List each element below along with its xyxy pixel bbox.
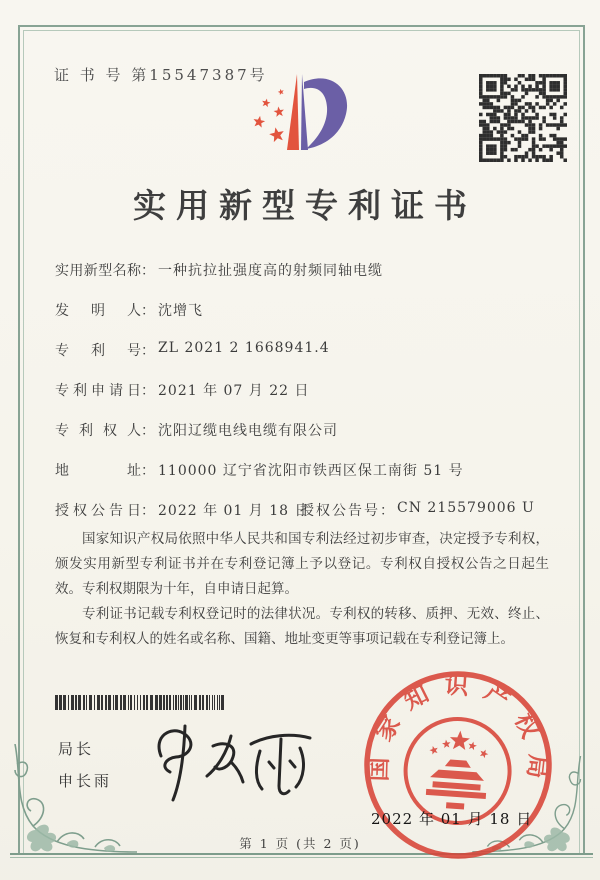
field-value: 沈增飞	[158, 303, 203, 319]
logo-stars	[252, 88, 285, 143]
field-value: 110000 辽宁省沈阳市铁西区保工南街 51 号	[158, 463, 464, 479]
field-row-patent-no	[55, 340, 549, 380]
field-label: 地址	[55, 463, 141, 479]
field-value: 2021 年 07 月 22 日	[158, 383, 310, 399]
qr-code-icon	[479, 74, 567, 162]
director-title: 局长	[58, 740, 95, 758]
certificate-number: 证 书 号 第15547387号	[54, 66, 268, 84]
field-value: CN 215579006 U	[397, 500, 535, 516]
field-row-patentee	[55, 420, 549, 460]
field-colon: ：	[141, 503, 155, 519]
barcode-icon	[55, 695, 227, 710]
field-colon: ：	[141, 303, 155, 319]
field-label: 专利权人	[55, 423, 141, 439]
page-number: 第 1 页 (共 2 页)	[239, 836, 361, 851]
field-value: 一种抗拉扯强度高的射频同轴电缆	[158, 263, 383, 279]
legal-text	[55, 527, 549, 652]
handwritten-signature	[145, 720, 325, 808]
legal-paragraph-1: 国家知识产权局依照中华人民共和国专利法经过初步审查，决定授予专利权，颁发实用新型专利证书并在专利登记簿上予以登记。专利权自授权公告之日起生效。专利权期限为十年，自申请日起算。	[55, 531, 549, 597]
field-colon: ：	[141, 423, 155, 439]
logo-red-wedge	[287, 74, 299, 150]
field-colon: ：	[141, 263, 155, 279]
legal-paragraph-2: 专利证书记载专利权登记时的法律状况。专利权的转移、质押、无效、终止、恢复和专利权人的姓名或名称、国籍、地址变更等事项记载在专利登记簿上。	[55, 606, 549, 647]
logo-purple-p	[301, 74, 347, 150]
field-label: 实用新型名称	[55, 263, 141, 279]
field-value: 沈阳辽缆电线电缆有限公司	[158, 423, 338, 439]
field-row-inventor	[55, 300, 549, 340]
field-label: 发明人	[55, 303, 141, 319]
field-label: 专利号	[55, 343, 141, 359]
field-label: 专利申请日	[55, 383, 141, 399]
field-colon: ：	[141, 343, 155, 359]
field-colon: ：	[380, 503, 394, 519]
director-name: 申长雨	[58, 772, 113, 790]
seal-date: 2022 年 01 月 18 日	[371, 810, 533, 828]
field-row-name	[55, 260, 549, 300]
field-label: 授权公告号	[300, 503, 380, 519]
field-row-address	[55, 460, 549, 500]
fields-section	[55, 260, 549, 540]
field-row-filing-date	[55, 380, 549, 420]
field-value: 2022 年 01 月 18 日	[158, 503, 310, 519]
grant-number-group	[300, 500, 535, 520]
field-colon: ：	[141, 383, 155, 399]
cnipa-logo-icon	[240, 62, 360, 162]
field-colon: ：	[141, 463, 155, 479]
field-label: 授权公告日	[55, 503, 141, 519]
seal-org-text: 国家知识产权局	[363, 669, 554, 794]
certificate-title: 实用新型专利证书	[133, 186, 477, 225]
field-value: ZL 2021 2 1668941.4	[158, 340, 330, 356]
